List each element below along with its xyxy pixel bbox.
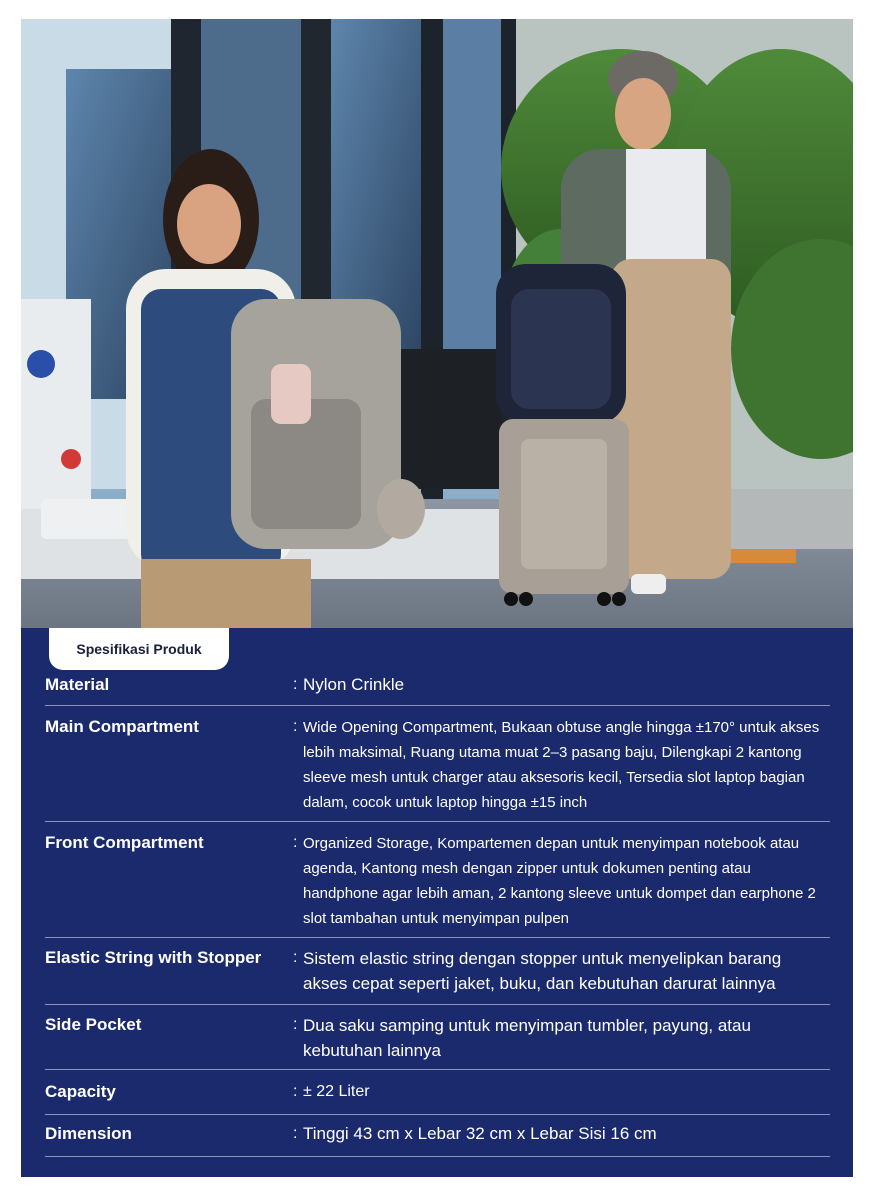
- spec-row-material: [45, 663, 830, 706]
- spec-row-capacity: [45, 1070, 830, 1115]
- lifestyle-photo-illustration: [21, 19, 853, 628]
- spec-value: Dua saku samping untuk menyimpan tumbler, payung, atau kebutuhan lainnya: [303, 1016, 751, 1060]
- spec-label: Side Pocket: [45, 1015, 142, 1034]
- spec-tab-label: Spesifikasi Produk: [76, 641, 202, 657]
- spec-value: Sistem elastic string dengan stopper untuk menyelipkan barang akses cepat seperti jaket, buku, dan kebutuhan darurat lainnya: [303, 949, 782, 993]
- spec-colon: :: [293, 676, 298, 693]
- spec-label: Front Compartment: [45, 833, 204, 852]
- spec-colon: :: [293, 1083, 298, 1100]
- spec-colon: :: [293, 949, 298, 966]
- spec-value: Nylon Crinkle: [303, 675, 405, 694]
- product-photo: [21, 19, 853, 628]
- spec-row-elastic-string: [45, 938, 830, 1005]
- spec-colon: :: [293, 834, 298, 851]
- spec-label: Elastic String with Stopper: [45, 948, 262, 967]
- spec-colon: :: [293, 1016, 298, 1033]
- spec-row-main-compartment: [45, 706, 830, 822]
- spec-table: [45, 663, 830, 1157]
- spec-value: Tinggi 43 cm x Lebar 32 cm x Lebar Sisi 16 cm: [303, 1124, 657, 1143]
- spec-label: Material: [45, 675, 110, 694]
- product-spec-card: [21, 19, 853, 1177]
- spec-label: Capacity: [45, 1082, 116, 1101]
- spec-value: ± 22 Liter: [303, 1083, 370, 1100]
- spec-row-dimension: [45, 1115, 830, 1157]
- spec-value: Wide Opening Compartment, Bukaan obtuse angle hingga ±170° untuk akses lebih maksimal, Ruang utama muat 2–3 pasang baju, Dilengkapi 2 kantong sleeve mesh untuk charger atau aksesoris kecil, Tersedia slot laptop bagian dalam, cocok untuk laptop hingga ±15 inch: [303, 719, 820, 811]
- spec-label: Dimension: [45, 1124, 132, 1143]
- spec-colon: :: [293, 1125, 298, 1142]
- spec-row-front-compartment: [45, 822, 830, 938]
- spec-colon: :: [293, 718, 298, 735]
- spec-label: Main Compartment: [45, 717, 199, 736]
- spec-value: Organized Storage, Kompartemen depan untuk menyimpan notebook atau agenda, Kantong mesh dengan zipper untuk dokumen penting atau handphone agar lebih aman, 2 kantong sleeve untuk dompet dan earphone 2 slot tambahan untuk menyimpan pulpen: [303, 835, 816, 927]
- spec-row-side-pocket: [45, 1005, 830, 1070]
